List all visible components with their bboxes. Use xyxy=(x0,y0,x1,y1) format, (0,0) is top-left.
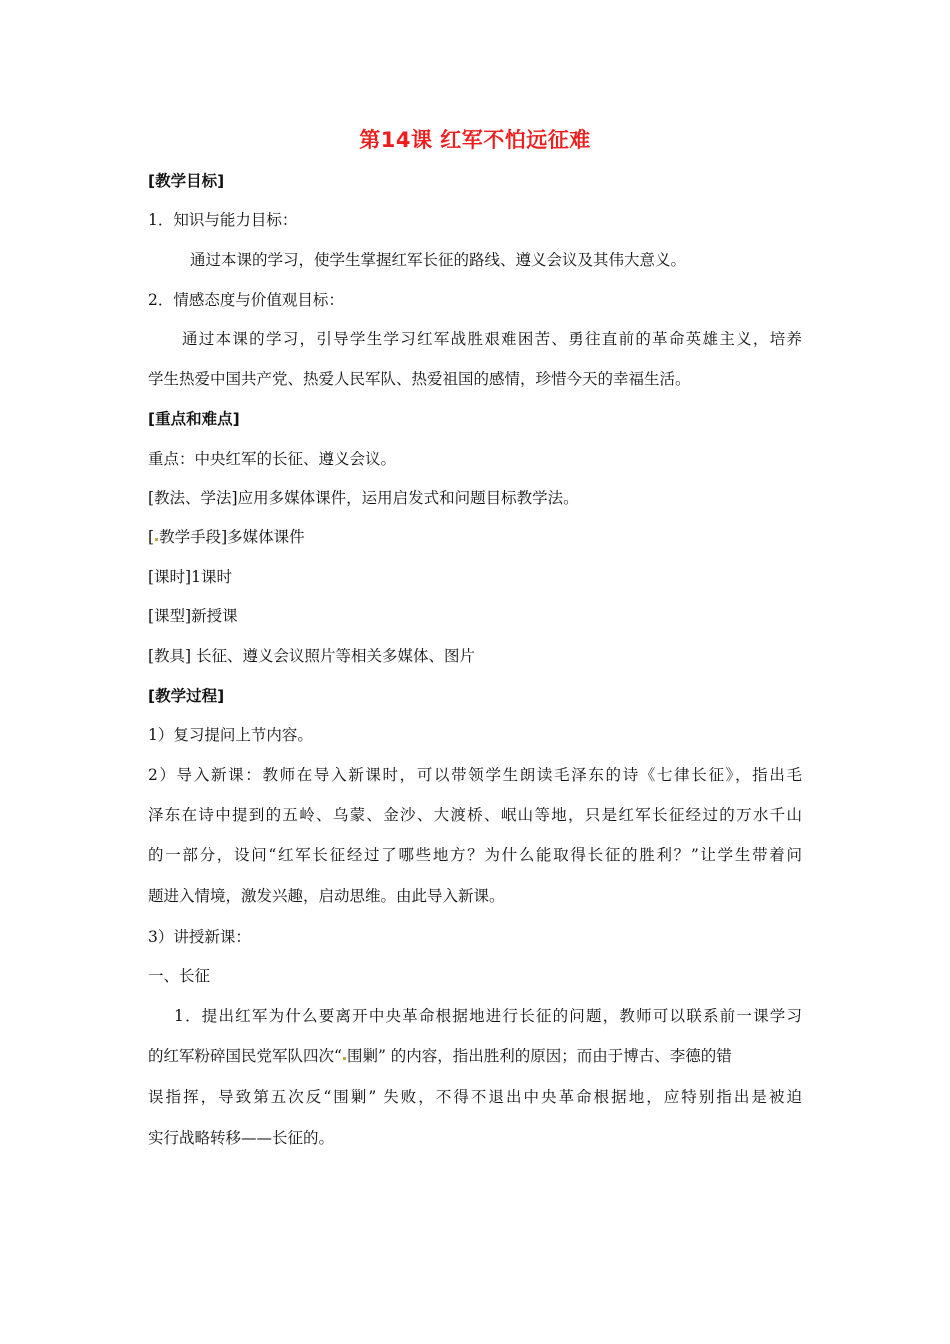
objective-2-label: 2．情感态度与价值观目标： xyxy=(148,291,344,309)
step-2-line-1: 2）导入新课：教师在导入新课时，可以带领学生朗读毛泽东的诗《七律长征》，指出毛 xyxy=(148,766,802,784)
teaching-means xyxy=(148,527,305,547)
objective-1-label: 1．知识与能力目标： xyxy=(148,211,298,229)
paragraph-1-line-2-start: 的红军粉碎国民党军队四次“ xyxy=(148,1047,342,1065)
class-hours-text: [课时]1课时 xyxy=(148,568,232,586)
teaching-tools-text: [教具] 长征、遵义会议照片等相关多媒体、图片 xyxy=(148,647,476,665)
process-heading: [教学过程] xyxy=(148,687,225,705)
paragraph-1-line-3: 误指挥，导致第五次反“围剿” 失败，不得不退出中央革命根据地，应特别指出是被迫 xyxy=(148,1088,802,1106)
objective-2-text-line-1: 通过本课的学习，引导学生学习红军战胜艰难困苦、勇往直前的革命英雄主义，培养 xyxy=(182,330,802,348)
step-2-line-4: 题进入情境，激发兴趣，启动思维。由此导入新课。 xyxy=(148,887,505,905)
page-title: 第14课 红军不怕远征难 xyxy=(359,128,591,152)
paragraph-1-line-1: 1．提出红军为什么要离开中央革命根据地进行长征的问题，教师可以联系前一课学习 xyxy=(174,1007,802,1025)
paragraph-1-line-4: 实行战略转移——长征的。 xyxy=(148,1129,335,1147)
objective-1-text: 通过本课的学习，使学生掌握红军长征的路线、遵义会议及其伟大意义。 xyxy=(190,251,687,269)
marker-dot-icon xyxy=(155,538,158,541)
paragraph-1-line-2-end: 围剿” 的内容，指出胜利的原因；而由于博古、李德的错 xyxy=(346,1047,732,1065)
teaching-means-bracket: [ xyxy=(148,528,155,546)
objectives-heading: [教学目标] xyxy=(148,172,225,190)
teaching-means-text: 教学手段]多媒体课件 xyxy=(159,528,305,546)
step-2-line-3: 的一部分，设问“红军长征经过了哪些地方？为什么能取得长征的胜利？”让学生带着问 xyxy=(148,846,802,864)
key-points-heading: [重点和难点] xyxy=(148,410,240,428)
key-points-text: 重点：中央红军的长征、遵义会议。 xyxy=(148,450,397,468)
part-1-heading: 一、长征 xyxy=(148,967,211,985)
step-1: 1）复习提问上节内容。 xyxy=(148,726,313,744)
paragraph-1-line-2 xyxy=(148,1046,802,1066)
method-text: [教法、学法]应用多媒体课件，运用启发式和问题目标教学法。 xyxy=(148,489,579,507)
step-3: 3）讲授新课： xyxy=(148,928,251,946)
marker-dot-icon xyxy=(343,1057,346,1060)
objective-2-text-line-2: 学生热爱中国共产党、热爱人民军队、热爱祖国的感情，珍惜今天的幸福生活。 xyxy=(148,370,691,388)
lesson-type-text: [课型]新授课 xyxy=(148,607,238,625)
step-2-line-2: 泽东在诗中提到的五岭、乌蒙、金沙、大渡桥、岷山等地，只是红军长征经过的万水千山 xyxy=(148,806,802,824)
